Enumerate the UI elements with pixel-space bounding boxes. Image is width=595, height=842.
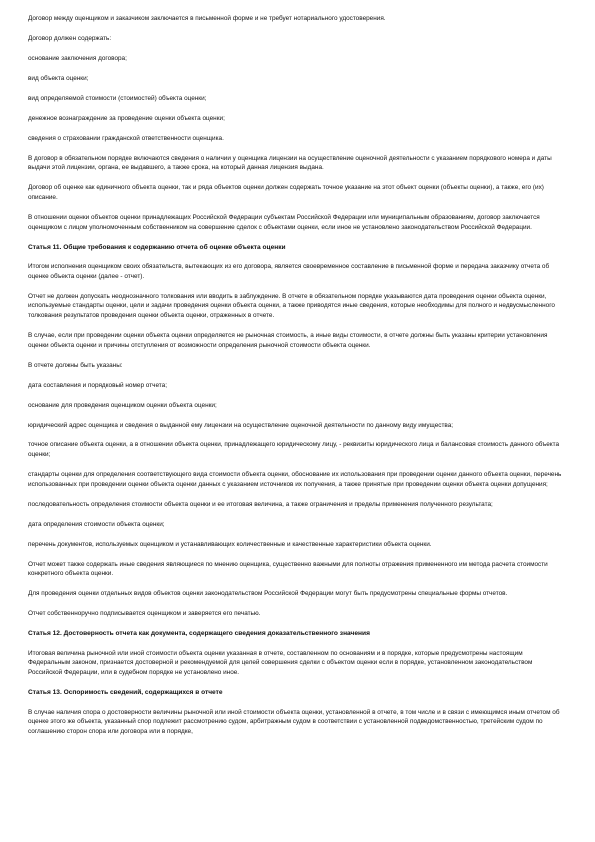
paragraph: Для проведения оценки отдельных видов объектов оценки законодательством Российской Федерации могут быть предусмотрены специальные формы отчетов. — [28, 590, 508, 598]
paragraph: стандарты оценки для определения соответствующего вида стоимости объекта оценки, обоснование их использования при проведении оценки данного объекта оценки, перечень использованных при проведении оценки объекта оценки данных с указанием источников их получения, а также принятые при проведении оценки объекта оценки допущения; — [28, 471, 562, 488]
paragraph: Договор об оценке как единичного объекта оценки, так и ряда объектов оценки должен содержать точное указание на этот объект оценки (объекты оценки), а также, его (их) описание. — [28, 184, 544, 202]
paragraph: Договор должен содержать: — [28, 34, 112, 42]
paragraph: дата определения стоимости объекта оценки; — [28, 520, 165, 528]
paragraph: вид объекта оценки; — [28, 74, 89, 82]
paragraph: последовательность определения стоимости объекта оценки и ее итоговая величина, а также ограничения и пределы применения полученного результата; — [28, 500, 493, 508]
paragraph: В случае наличия спора о достоверности величины рыночной или иной стоимости объекта оценки, установленной в отчете, в том числе и в связи с имеющимся иным отчетом об оценке этого же объекта, указанный спор подлежит рассмотрению судом, арбитражным судом в соответствии с установленной подведомственностью, третейским судом по соглашению сторон спора или договора или в порядке, — [28, 708, 560, 735]
paragraph: Итоговая величина рыночной или иной стоимости объекта оценки указанная в отчете, составленном по основаниям и в порядке, которые предусмотрены настоящим Федеральным законом, признается достоверной и рекомендуемой для целей совершения сделки с объектом оценки если в порядке, установленном законодательством Российской Федерации, или в судебном порядке не установлено иное. — [28, 649, 533, 676]
paragraph: Отчет может также содержать иные сведения являющиеся по мнению оценщика, существенно важными для полноты отражения примененного им метода расчета стоимости конкретного объекта оценки. — [28, 560, 548, 578]
paragraph: Отчет не должен допускать неоднозначного толкования или вводить в заблуждение. В отчете в обязательном порядке указываются дата проведения оценки объекта оценки, используемые стандарты оценки, цели и задачи проведения оценки объекта оценки, а также приводятся иные сведения, которые необходимы для полного и недвусмысленного толкования результатов проведения оценки объекта оценки, отраженных в отчете. — [28, 292, 555, 319]
paragraph: В отношении оценки объектов оценки принадлежащих Российской Федерации субъектам Российской Федерации или муниципальным образованиям, договор заключается оценщиком с лицом уполномоченным собственником на совершение сделок с объектами оценки, если иное не установлено законодательством Российской Федерации. — [28, 214, 540, 231]
paragraph: денежное вознаграждение за проведение оценки объекта оценки; — [28, 114, 225, 122]
paragraph: основание заключения договора; — [28, 54, 127, 62]
paragraph: точное описание объекта оценки, а в отношении объекта оценки, принадлежащего юридическому лицу, - реквизиты юридического лица и балансовая стоимость данного объекта оценки; — [28, 441, 560, 459]
article-heading: Статья 13. Оспоримость сведений, содержащихся в отчете — [28, 688, 223, 696]
paragraph: основание для проведения оценщиком оценки объекта оценки; — [28, 401, 217, 409]
paragraph: юридический адрес оценщика и сведения о выданной ему лицензии на осуществление оценочной деятельности по данному виду имущества; — [28, 421, 454, 429]
article-heading: Статья 12. Достоверность отчета как документа, содержащего сведения доказательственного значения — [28, 630, 370, 638]
document-page — [28, 14, 566, 747]
paragraph: Отчет собственноручно подписывается оценщиком и заверяется его печатью. — [28, 610, 261, 618]
paragraph: дата составления и порядковый номер отчета; — [28, 381, 167, 389]
paragraph: перечень документов, используемых оценщиком и устанавливающих количественные и качественные характеристики объекта оценки. — [28, 540, 432, 548]
paragraph: сведения о страховании гражданской ответственности оценщика. — [28, 134, 224, 142]
paragraph: В отчете должны быть указаны: — [28, 361, 123, 369]
article-heading: Статья 11. Общие требования к содержанию отчета об оценке объекта оценки — [28, 243, 286, 251]
paragraph: вид определяемой стоимости (стоимостей) объекта оценки; — [28, 94, 207, 102]
paragraph: Договор между оценщиком и заказчиком заключается в письменной форме и не требует нотариального удостоверения. — [28, 15, 386, 22]
paragraph: В договор в обязательном порядке включаются сведения о наличии у оценщика лицензии на осуществление оценочной деятельности с указанием порядкового номера и даты выдачи этой лицензии, органа, ее выдавшего, а также срока, на который данная лицензия выдана. — [28, 154, 552, 172]
paragraph: Итогом исполнения оценщиком своих обязательств, вытекающих из его договора, является своевременное составление в письменной форме и передача заказчику отчета об оценке объекта оценки (далее - отчет). — [28, 263, 550, 280]
paragraph: В случае, если при проведении оценки объекта оценки определяется не рыночная стоимость, а иные виды стоимости, в отчете должны быть указаны критерии установления оценки объекта оценки и причины отступления от возможности определения рыночной стоимости объекта оценки. — [28, 331, 548, 349]
